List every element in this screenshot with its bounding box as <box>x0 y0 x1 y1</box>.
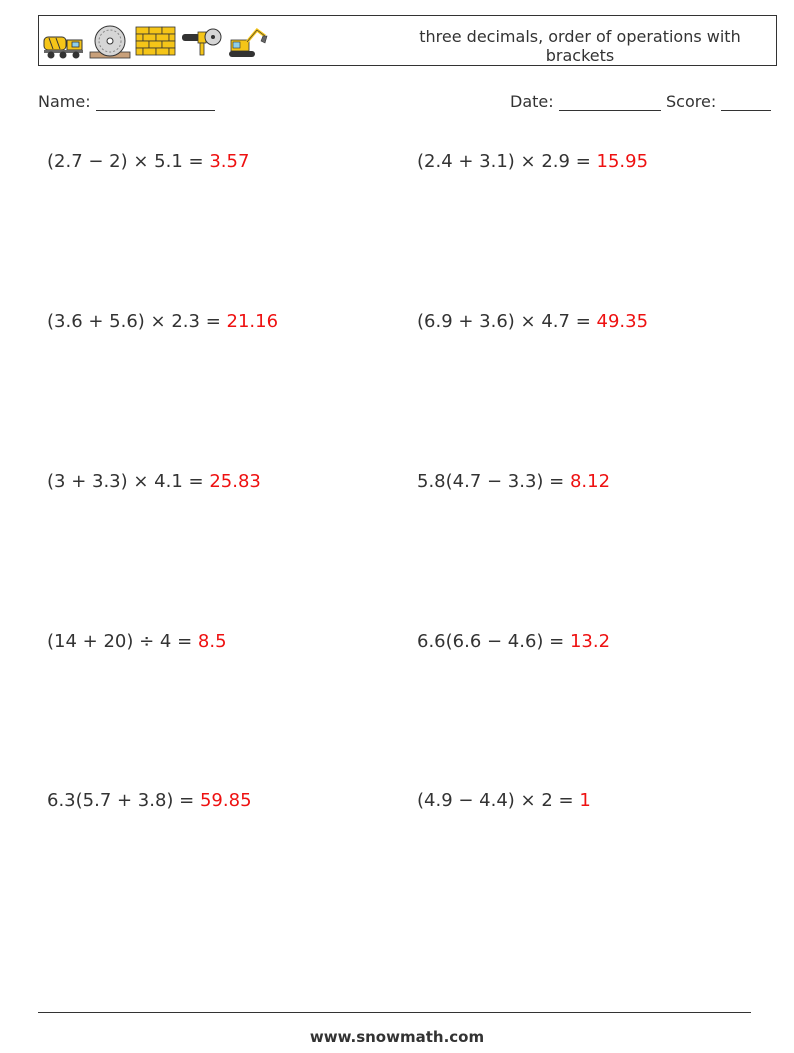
problem-expression: (3.6 + 5.6) × 2.3 = <box>47 311 227 332</box>
name-blank[interactable] <box>96 95 215 111</box>
problem-7 <box>47 631 227 652</box>
problem-6 <box>417 471 610 492</box>
date-blank[interactable] <box>559 95 661 111</box>
problem-answer: 49.35 <box>596 311 649 332</box>
problem-answer: 25.83 <box>209 471 261 492</box>
problem-10 <box>417 790 591 811</box>
problem-expression: 5.8(4.7 − 3.3) = <box>417 471 570 492</box>
circular-saw-blade-icon <box>89 24 131 60</box>
brick-wall-icon <box>135 24 177 60</box>
problem-answer: 59.85 <box>199 790 252 811</box>
name-label: Name: <box>38 92 91 111</box>
problem-expression: (3 + 3.3) × 4.1 = <box>47 471 210 492</box>
problem-answer: 21.16 <box>226 311 279 332</box>
problem-3 <box>47 311 278 332</box>
problem-answer: 8.12 <box>569 471 611 492</box>
problem-answer: 13.2 <box>569 631 611 652</box>
problem-5 <box>47 471 261 492</box>
problem-expression: (14 + 20) ÷ 4 = <box>47 631 198 652</box>
problem-expression: 6.6(6.6 − 4.6) = <box>417 631 570 652</box>
score-blank[interactable] <box>721 95 771 111</box>
problem-expression: (2.4 + 3.1) × 2.9 = <box>417 151 597 172</box>
score-label: Score: <box>666 92 717 111</box>
problem-4 <box>417 311 648 332</box>
problem-8 <box>417 631 610 652</box>
problem-expression: (2.7 − 2) × 5.1 = <box>47 151 210 172</box>
worksheet-title: three decimals, order of operations with brackets <box>419 27 741 65</box>
problem-9 <box>47 790 252 811</box>
problem-2 <box>417 151 648 172</box>
problem-answer: 8.5 <box>197 631 227 652</box>
problem-answer: 1 <box>579 790 591 811</box>
date-field <box>510 92 661 111</box>
problem-expression: (4.9 − 4.4) × 2 = <box>417 790 580 811</box>
problem-answer: 3.57 <box>209 151 250 172</box>
footer-link[interactable]: www.snowmath.com <box>309 1028 485 1046</box>
date-label: Date: <box>510 92 554 111</box>
problem-expression: (6.9 + 3.6) × 4.7 = <box>417 311 597 332</box>
worksheet-header <box>38 15 777 66</box>
name-field <box>38 92 215 111</box>
score-field <box>666 92 771 111</box>
excavator-icon <box>227 24 269 60</box>
cement-mixer-truck-icon <box>43 24 85 60</box>
footer-divider <box>38 1012 751 1013</box>
header-icons <box>43 24 269 60</box>
problem-1 <box>47 151 249 172</box>
angle-grinder-icon <box>181 24 223 60</box>
problem-answer: 15.95 <box>596 151 649 172</box>
problem-expression: 6.3(5.7 + 3.8) = <box>47 790 200 811</box>
